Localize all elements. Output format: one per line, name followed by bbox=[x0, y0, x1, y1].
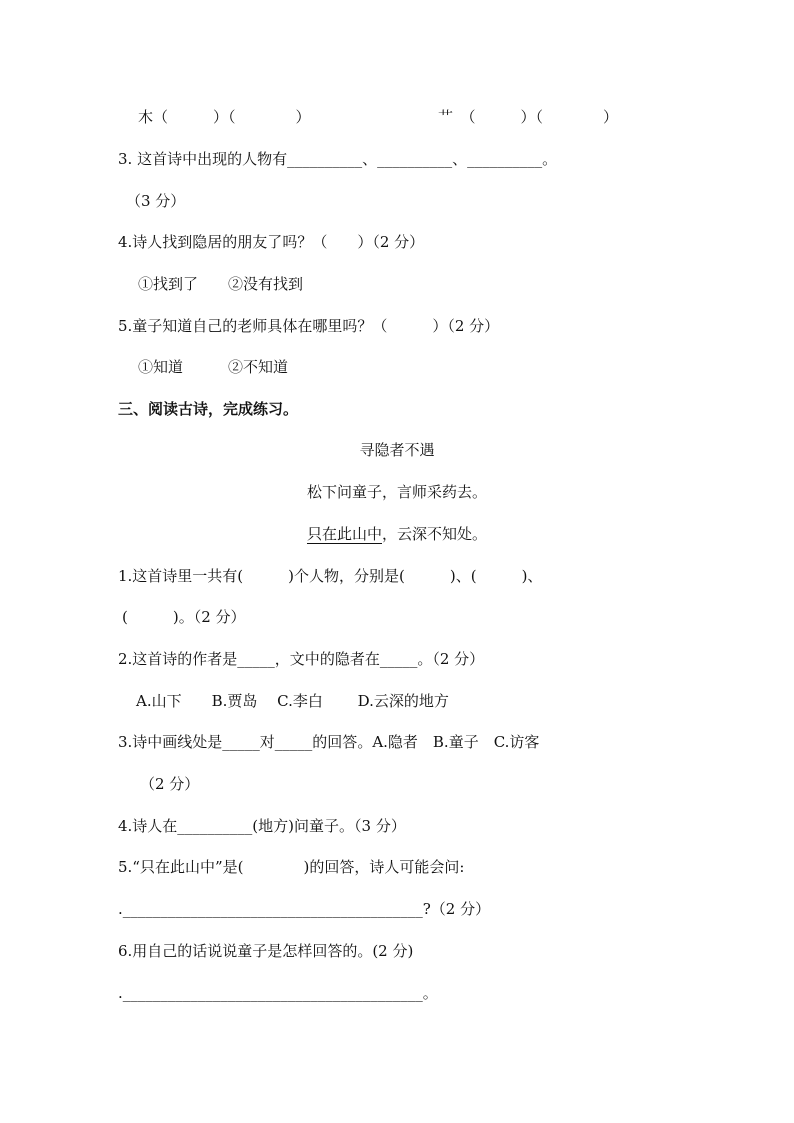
part2-question-3-score: （3 分） bbox=[126, 192, 186, 210]
section3-question-6-answer-line[interactable]: .________________________________________。 bbox=[118, 984, 438, 1002]
section3-question-4[interactable]: 4.诗人在__________(地方)问童子。（3 分） bbox=[118, 817, 406, 835]
part2-question-4[interactable]: 4.诗人找到隐居的朋友了吗？（ ）（2 分） bbox=[118, 233, 425, 251]
poem-line-1: 松下问童子，言师采药去。 bbox=[306, 483, 487, 501]
stroke-blank-right[interactable]: 艹 （ ）（ ） bbox=[438, 108, 619, 126]
part2-question-5[interactable]: 5.童子知道自己的老师具体在哪里吗？（ ）（2 分） bbox=[118, 317, 500, 335]
part2-question-4-options[interactable]: ①找到了 ②没有找到 bbox=[138, 275, 304, 293]
section3-question-5[interactable]: 5.“只在此山中”是( )的回答，诗人可能会问: bbox=[118, 858, 465, 876]
poem-underlined-phrase: 只在此山中 bbox=[306, 525, 382, 543]
section3-question-2-options[interactable]: A.山下 B.贾岛 C.李白 D.云深的地方 bbox=[136, 692, 449, 710]
part2-question-3[interactable]: 3. 这首诗中出现的人物有__________、__________、__________。 bbox=[118, 150, 558, 168]
poem-line-2 bbox=[0, 523, 794, 545]
section3-question-2[interactable]: 2.这首诗的作者是_____，文中的隐者在_____。（2 分） bbox=[118, 650, 485, 668]
section3-question-5-answer-line[interactable]: .________________________________________?（2 分） bbox=[118, 900, 491, 918]
section3-question-1-cont[interactable]: ( )。（2 分） bbox=[122, 608, 246, 626]
section3-question-6[interactable]: 6.用自己的话说说童子是怎样回答的。(2 分) bbox=[118, 942, 414, 960]
poem-title: 寻隐者不遇 bbox=[359, 441, 435, 459]
section3-question-3[interactable]: 3.诗中画线处是_____对_____的回答。A.隐者 B.童子 C.访客 bbox=[118, 733, 540, 751]
section3-heading: 三、阅读古诗，完成练习。 bbox=[118, 400, 299, 418]
poem-line-2-rest: ，云深不知处。 bbox=[382, 525, 488, 543]
part2-question-5-options[interactable]: ①知道 ②不知道 bbox=[138, 358, 289, 376]
stroke-blank-left[interactable]: 木（ ）（ ） bbox=[138, 108, 311, 126]
section3-question-3-score: （2 分） bbox=[140, 775, 200, 793]
section3-question-1[interactable]: 1.这首诗里一共有( )个人物，分别是( )、( )、 bbox=[118, 567, 543, 585]
